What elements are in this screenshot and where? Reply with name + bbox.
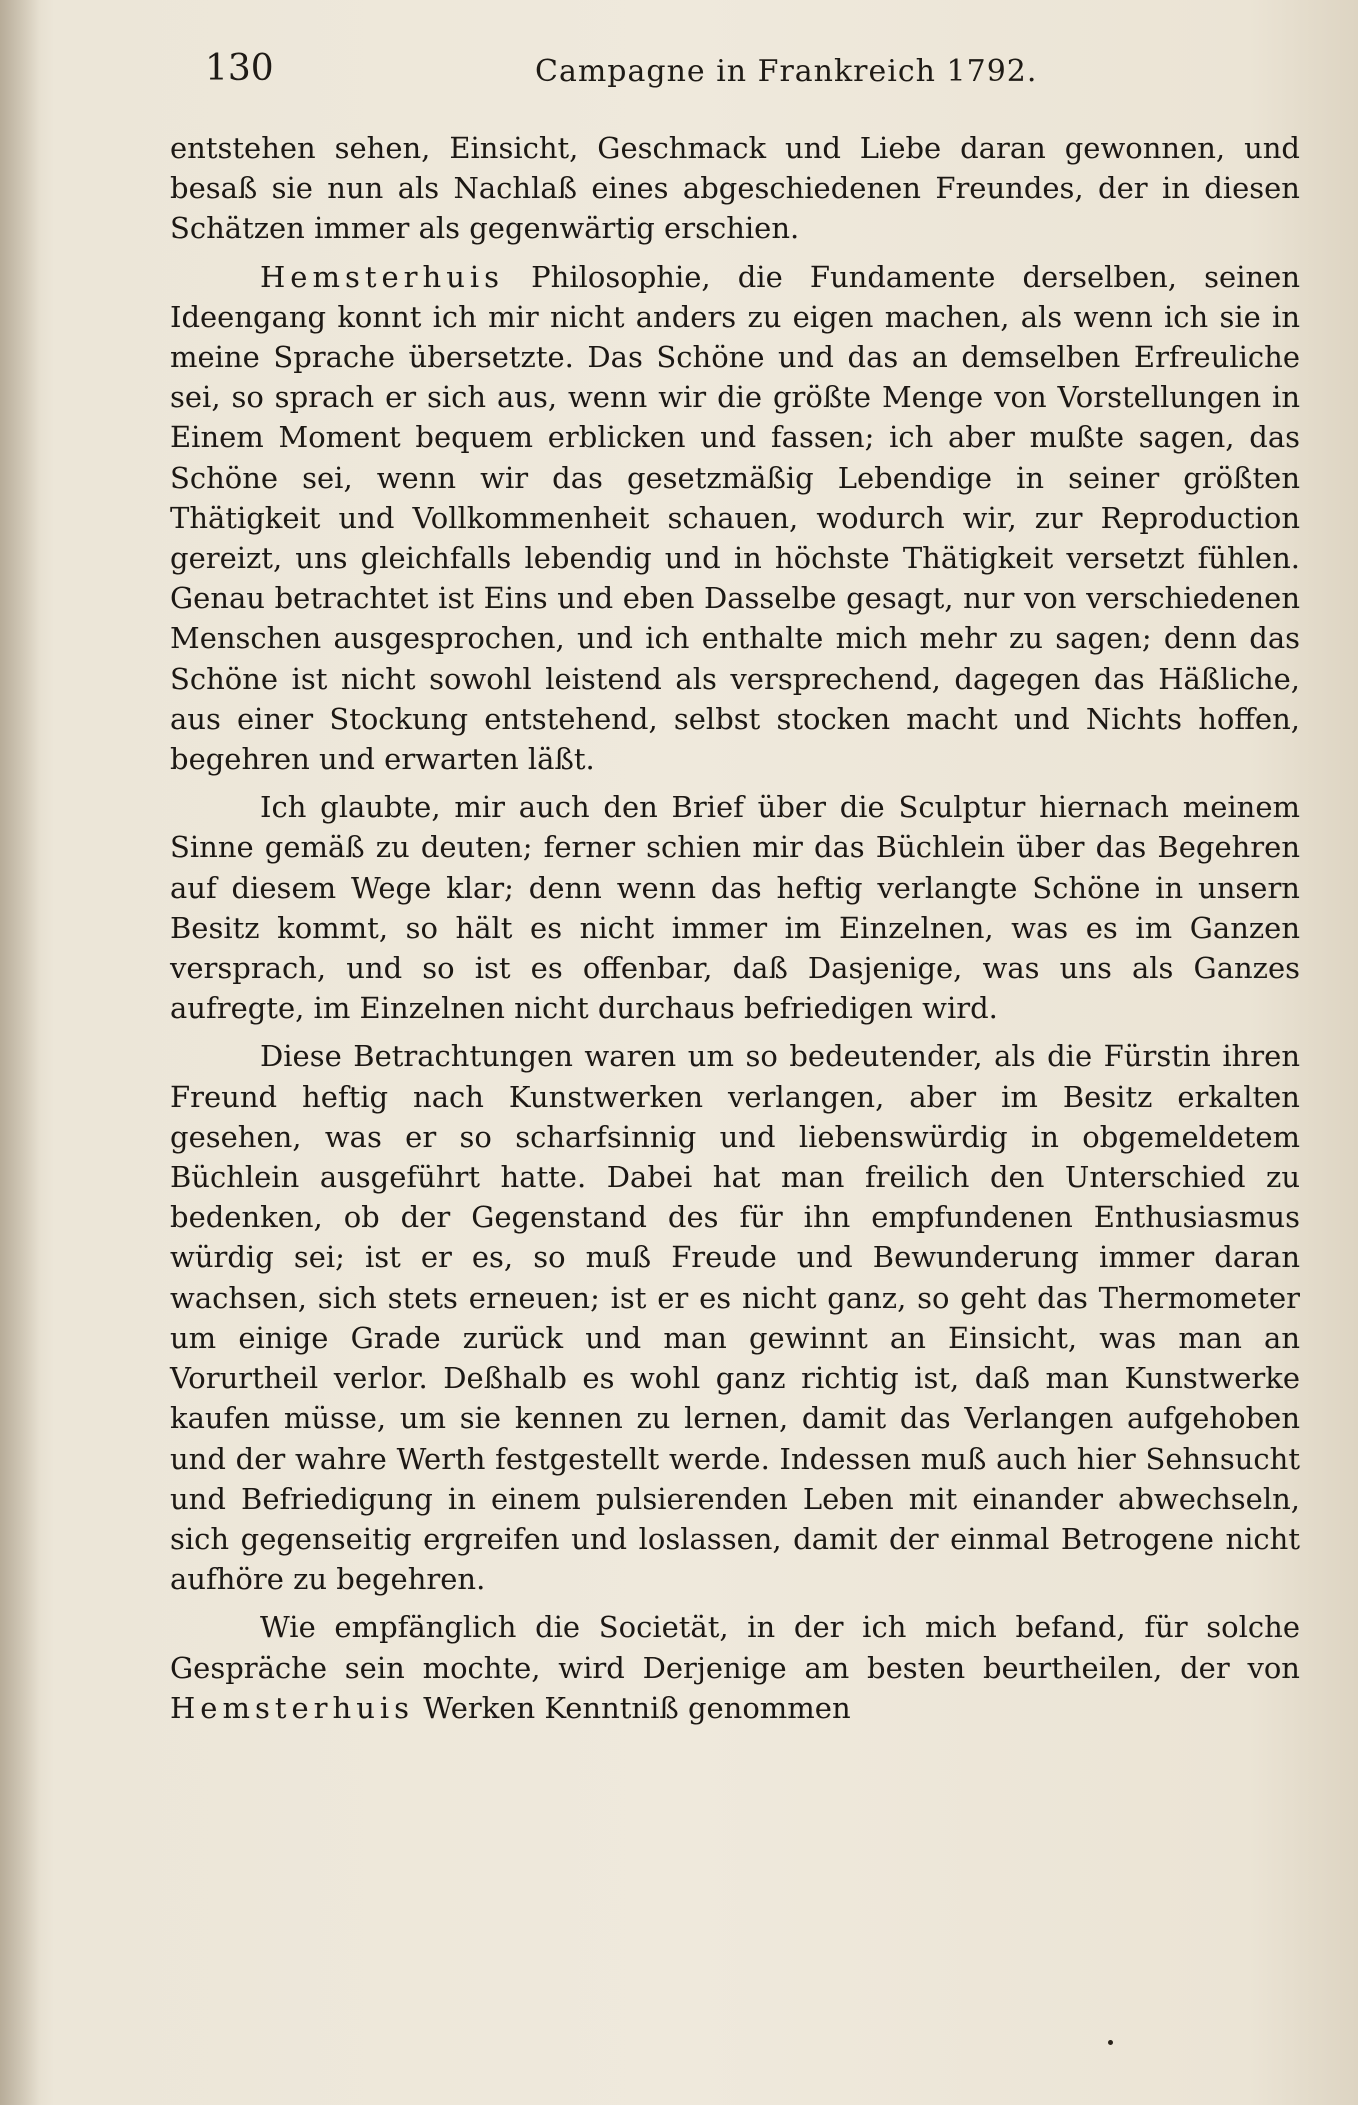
paragraph: [170, 257, 1300, 780]
body-text: [170, 128, 1300, 1736]
paragraph: [170, 787, 1300, 1028]
running-head: Campagne in Frankreich 1792.: [535, 54, 1038, 89]
emphasized-name: Hemsterhuis: [260, 259, 505, 294]
emphasized-name: Hemsterhuis: [170, 1690, 415, 1725]
paragraph: [170, 128, 1300, 249]
paragraph-text: Wie empfänglich die Societät, in der ich mich befand, für solche Gespräche sein mochte, wird Derjenige am besten beurtheilen, der von: [170, 1610, 1300, 1685]
paragraph: [170, 1607, 1300, 1728]
ink-speck: [1108, 2040, 1113, 2045]
paragraph-text: Werken Kenntniß genommen: [423, 1690, 851, 1725]
page-header: [205, 48, 1038, 98]
paragraph-text: entstehen sehen, Einsicht, Geschmack und Liebe daran gewonnen, und besaß sie nun als Nachlaß eines abgeschiedenen Freundes, der in diesen Schätzen immer als gegenwärtig erschien.: [170, 131, 1300, 246]
paragraph-text: Diese Betrachtungen waren um so bedeutender, als die Fürstin ihren Freund heftig nach Kunstwerken verlangen, aber im Besitz erkalten gesehen, was er so scharfsinnig und liebenswürdig in obgemeldetem Büchlein ausgeführt hatte. Dabei hat man freilich den Unterschied zu bedenken, ob der Gegenstand des für ihn empfundenen Enthusiasmus würdig sei; ist er es, so muß Freude und Bewunderung immer daran wachsen, sich stets erneuen; ist er es nicht ganz, so geht das Thermometer um einige Grade zurück und man gewinnt an Einsicht, was man an Vorurtheil verlor. Deßhalb es wohl ganz richtig ist, daß man Kunstwerke kaufen müsse, um sie kennen zu lernen, damit das Verlangen aufgehoben und der wahre Werth festgestellt werde. Indessen muß auch hier Sehnsucht und Befriedigung in einem pulsierenden Leben mit einander abwechseln, sich gegenseitig ergreifen und loslassen, damit der einmal Betrogene nicht aufhöre zu begehren.: [170, 1039, 1300, 1597]
paragraph: [170, 1036, 1300, 1599]
paragraph-text: Philosophie, die Fundamente derselben, seinen Ideengang konnt ich mir nicht anders zu eigen machen, als wenn ich sie in meine Sprache übersetzte. Das Schöne und das an demselben Erfreuliche sei, so sprach er sich aus, wenn wir die größte Menge von Vorstellungen in Einem Moment bequem erblicken und fassen; ich aber mußte sagen, das Schöne sei, wenn wir das gesetzmäßig Lebendige in seiner größten Thätigkeit und Vollkommenheit schauen, wodurch wir, zur Reproduction gereizt, uns gleichfalls lebendig und in höchste Thätigkeit versetzt fühlen. Genau betrachtet ist Eins und eben Dasselbe gesagt, nur von verschiedenen Menschen ausgesprochen, und ich enthalte mich mehr zu sagen; denn das Schöne ist nicht sowohl leistend als versprechend, dagegen das Häßliche, aus einer Stockung entstehend, selbst stocken macht und Nichts hoffen, begehren und erwarten läßt.: [170, 259, 1300, 777]
page-number: 130: [205, 48, 274, 89]
binding-shadow: [0, 0, 40, 2105]
paragraph-text: Ich glaubte, mir auch den Brief über die Sculptur hiernach meinem Sinne gemäß zu deuten; ferner schien mir das Büchlein über das Begehren auf diesem Wege klar; denn wenn das heftig verlangte Schöne in unsern Besitz kommt, so hält es nicht immer im Einzelnen, was es im Ganzen versprach, und so ist es offenbar, daß Dasjenige, was uns als Ganzes aufregte, im Einzelnen nicht durchaus befriedigen wird.: [170, 790, 1300, 1026]
